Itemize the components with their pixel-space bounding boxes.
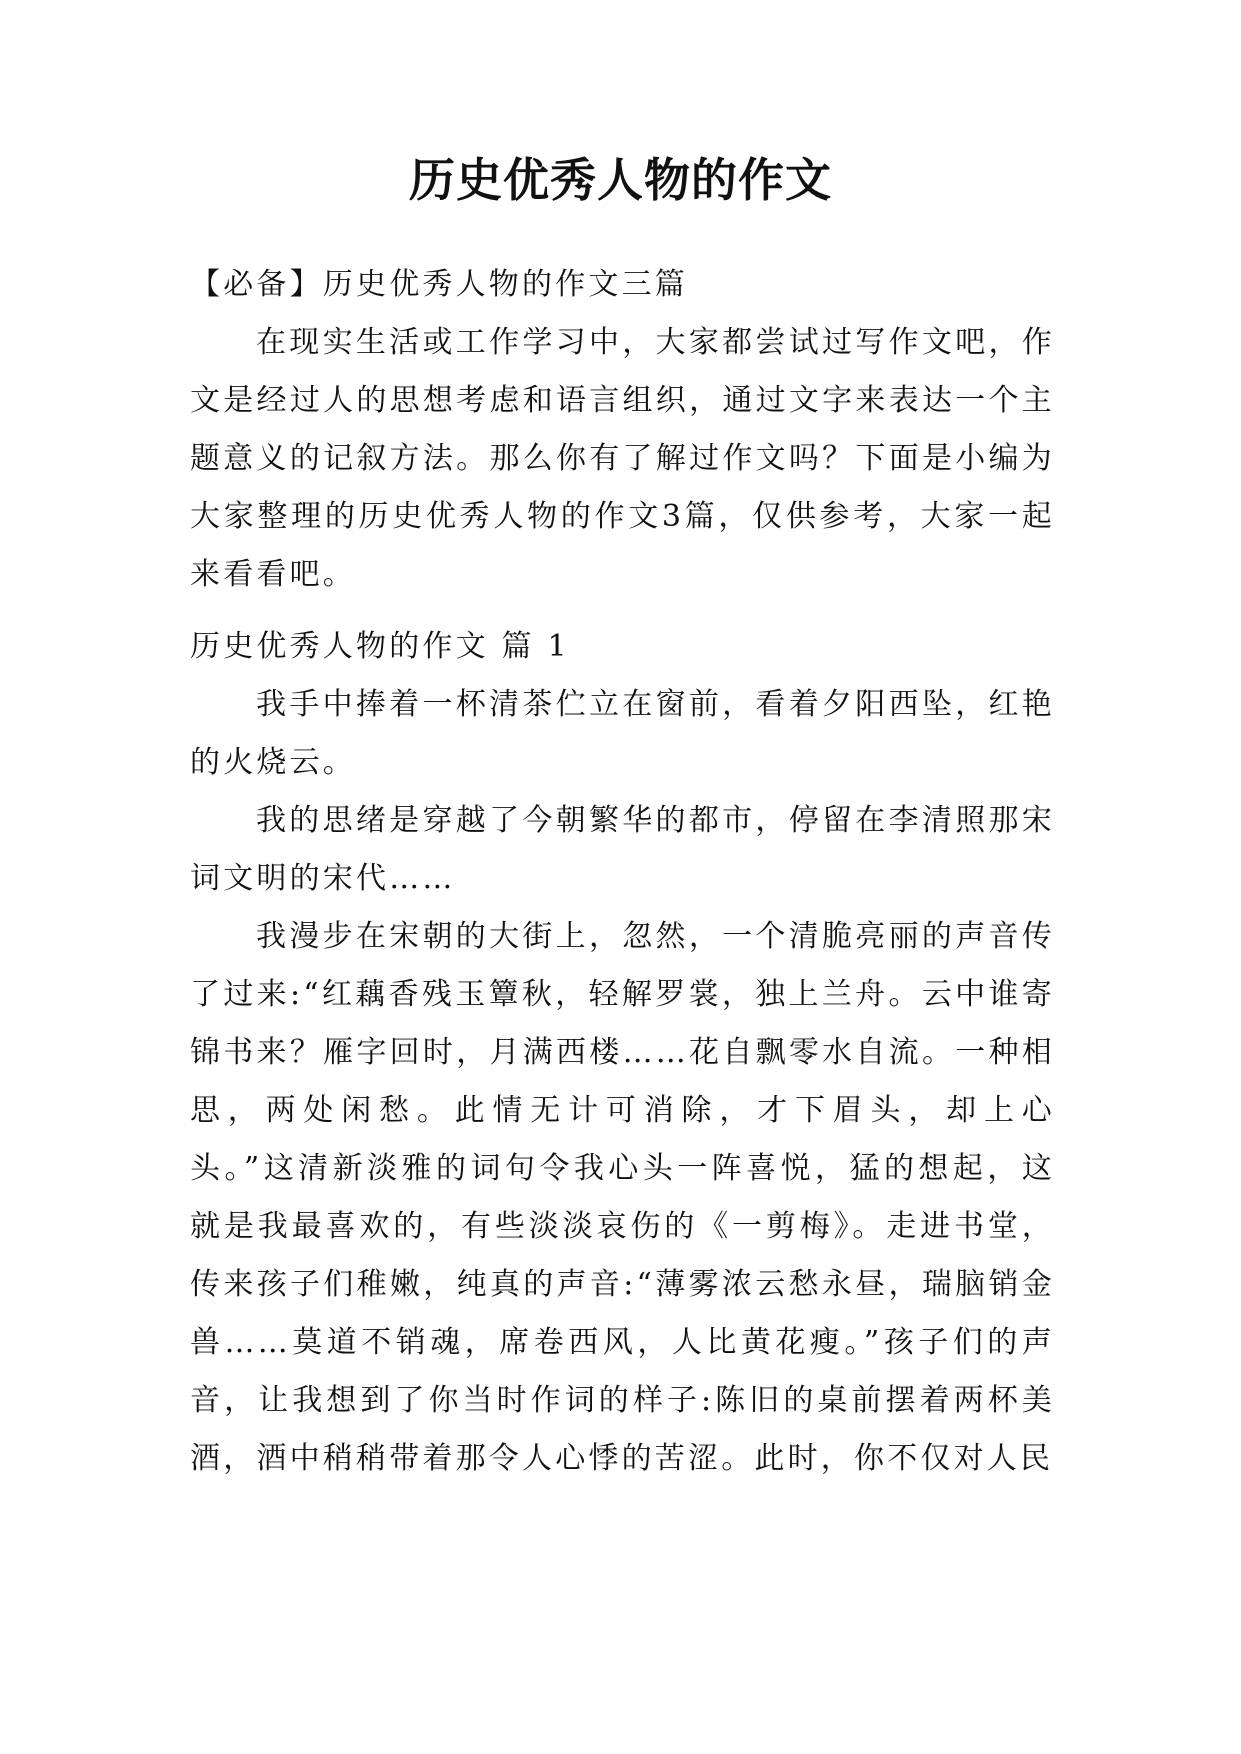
intro-heading: 【必备】历史优秀人物的作文三篇 xyxy=(190,267,688,302)
essay-1-paragraph-2: 我的思绪是穿越了今朝繁华的都市，停留在李清照那宋词文明的宋代…… xyxy=(190,803,1055,896)
essay-1-paragraph-3: 我漫步在宋朝的大街上，忽然，一个清脆亮丽的声音传了过来:“红藕香残玉簟秋，轻解罗裳，独上兰舟。云中谁寄锦书来？雁字回时，月满西楼……花自飘零水自流。一种相思，两处闲愁。此情无计可消除，才下眉头，却上心头。”这清新淡雅的词句令我心头一阵喜悦，猛的想起，这就是我最喜欢的，有些淡淡哀伤的《一剪梅》。走进书堂，传来孩子们稚嫩，纯真的声音:“薄雾浓云愁永昼，瑞脑销金兽……莫道不销魂，席卷西风，人比黄花瘦。”孩子们的声音，让我想到了你当时作词的样子:陈旧的桌前摆着两杯美酒，酒中稍稍带着那令人心悸的苦涩。此时，你不仅对人民 xyxy=(190,919,1055,1476)
essay-1-heading: 历史优秀人物的作文 篇 1 xyxy=(190,629,570,664)
essay-1-paragraph-1: 我手中捧着一杯清茶伫立在窗前，看着夕阳西坠，红艳的火烧云。 xyxy=(190,687,1055,780)
essay-1-body xyxy=(190,676,1055,1488)
intro-section xyxy=(190,256,1055,604)
document-title: 历史优秀人物的作文 xyxy=(409,153,832,207)
intro-paragraph: 在现实生活或工作学习中，大家都尝试过写作文吧，作文是经过人的思想考虑和语言组织，通过文字来表达一个主题意义的记叙方法。那么你有了解过作文吗？下面是小编为大家整理的历史优秀人物的作文3篇，仅供参考，大家一起来看看吧。 xyxy=(190,325,1055,592)
